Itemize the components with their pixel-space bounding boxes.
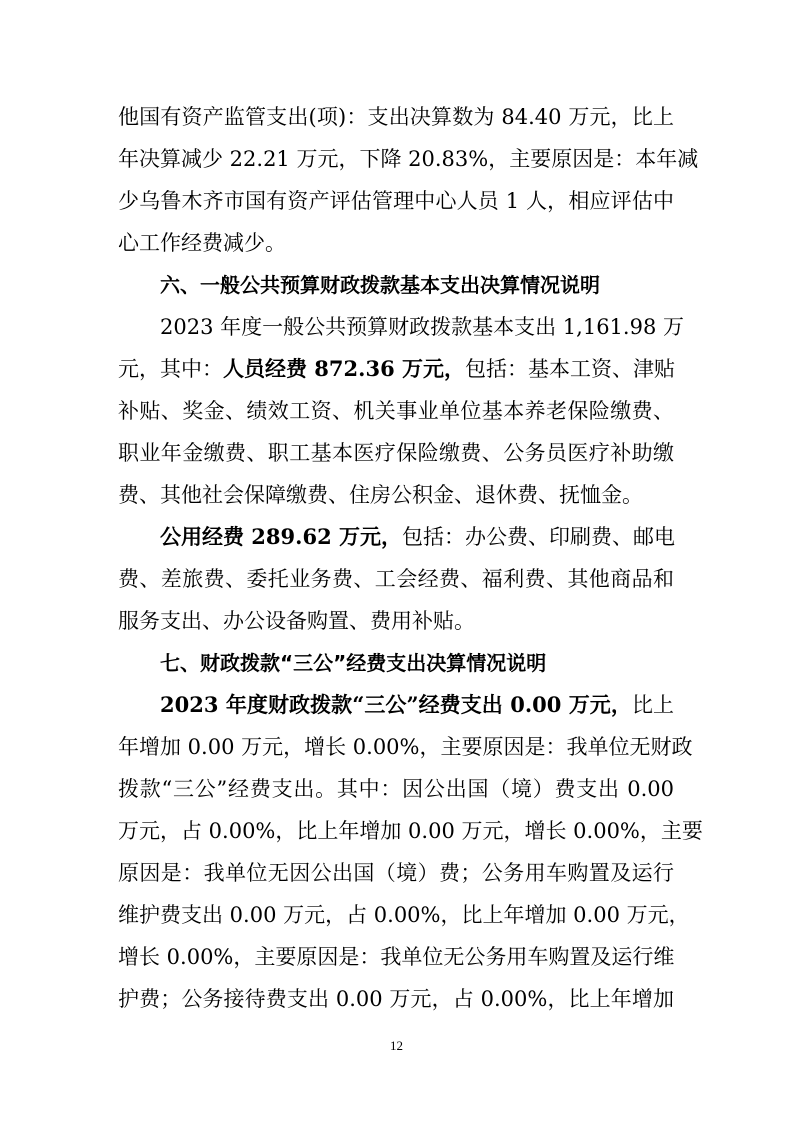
bold-text-run: 2023 年度财政拨款“三公”经费支出 0.00 万元，: [160, 692, 632, 717]
body-text-line: 费、差旅费、委托业务费、工会经费、福利费、其他商品和: [118, 567, 674, 591]
body-text-line: 维护费支出 0.00 万元，占 0.00%，比上年增加 0.00 万元，: [118, 903, 690, 927]
section-heading-7: 七、财政拨款“三公”经费支出决算情况说明: [160, 651, 547, 675]
bold-text-run: 人员经费 872.36 万元，: [223, 356, 465, 381]
page-number: 12: [390, 1038, 403, 1053]
body-text-line: [160, 522, 674, 552]
body-text-line: 补贴、奖金、绩效工资、机关事业单位基本养老保险缴费、: [118, 399, 674, 423]
body-text-line: 年决算减少 22.21 万元，下降 20.83%，主要原因是：本年减: [118, 147, 699, 171]
body-text-line: 万元，占 0.00%，比上年增加 0.00 万元，增长 0.00%，主要: [118, 819, 703, 843]
text-run: 包括：基本工资、津贴: [465, 357, 675, 381]
body-text-line: [118, 354, 674, 384]
body-text-line: 增长 0.00%，主要原因是：我单位无公务用车购置及运行维: [118, 945, 675, 969]
bold-text-run: 公用经费 289.62 万元，: [160, 524, 402, 549]
body-text-line: 拨款“三公”经费支出。其中：因公出国（境）费支出 0.00: [118, 777, 674, 801]
body-text-line: 年增加 0.00 万元，增长 0.00%，主要原因是：我单位无财政: [118, 735, 693, 759]
body-text-line: 职业年金缴费、职工基本医疗保险缴费、公务员医疗补助缴: [118, 441, 674, 465]
body-text-line: 2023 年度一般公共预算财政拨款基本支出 1,161.98 万: [160, 315, 684, 339]
body-text-line: 原因是：我单位无因公出国（境）费；公务用车购置及运行: [118, 861, 674, 885]
text-run: 包括：办公费、印刷费、邮电: [402, 525, 675, 549]
body-text-line: 心工作经费减少。: [118, 231, 286, 255]
body-text-line: 费、其他社会保障缴费、住房公积金、退休费、抚恤金。: [118, 483, 643, 507]
body-text-line: 他国有资产监管支出(项)：支出决算数为 84.40 万元，比上: [118, 105, 674, 129]
section-heading-6: 六、一般公共预算财政拨款基本支出决算情况说明: [160, 273, 600, 297]
body-text-line: 少乌鲁木齐市国有资产评估管理中心人员 1 人，相应评估中: [118, 189, 674, 213]
body-text-line: 服务支出、办公设备购置、费用补贴。: [118, 609, 475, 633]
body-text-line: 护费；公务接待费支出 0.00 万元，占 0.00%，比上年增加: [118, 987, 674, 1011]
text-run: 比上: [631, 693, 674, 717]
text-run: 元，其中：: [118, 357, 223, 381]
body-text-line: [160, 690, 674, 720]
